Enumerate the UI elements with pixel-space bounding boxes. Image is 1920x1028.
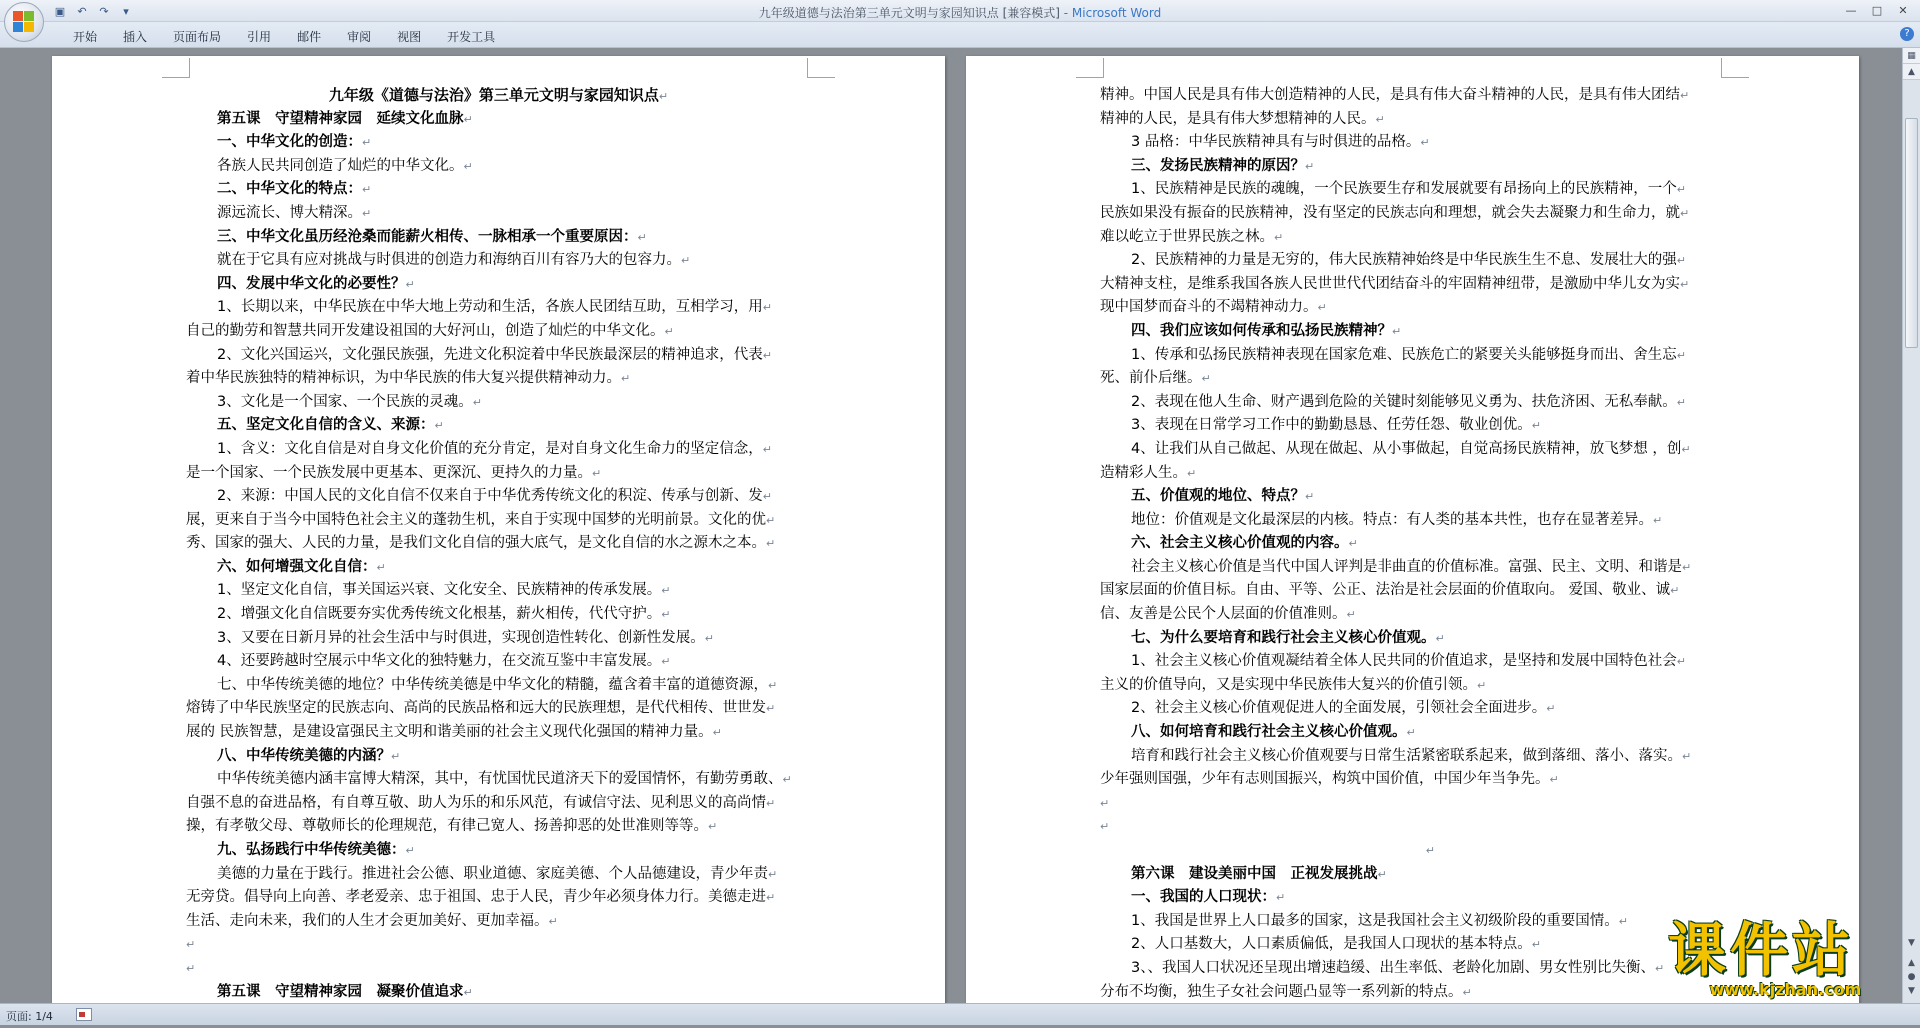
line-text: 地位：价值观是文化最深层的内核。特点：有人类的基本共性，也存在显著差异。 (1131, 511, 1653, 528)
line-text: 分布不均衡，独生子女社会问题凸显等一系列新的特点。 (1100, 983, 1463, 1000)
document-title-heading (186, 84, 811, 108)
empty-paragraph (186, 933, 811, 957)
line-text: 源远流长、博大精深。 (217, 204, 362, 221)
line-text: 造精彩人生。 (1100, 464, 1187, 481)
save-icon[interactable]: ▣ (54, 4, 66, 18)
paragraph-mark-icon: ↵ (762, 442, 772, 456)
paragraph-mark-icon: ↵ (1348, 537, 1358, 551)
paragraph-mark-icon: ↵ (1546, 702, 1556, 716)
paragraph-mark-icon: ↵ (1680, 89, 1690, 102)
paragraph-mark-icon: ↵ (391, 749, 401, 763)
empty-paragraph (1100, 839, 1725, 863)
watermark-title: 课件站 (1668, 916, 1855, 984)
tab-mailings[interactable]: 邮件 (297, 30, 322, 44)
page-1-text[interactable] (186, 84, 811, 1028)
line-text: 第六课 建设美丽中国 正视发展挑战 (1131, 865, 1378, 882)
line-text: 现中国梦而奋斗的不竭精神动力。 (1100, 299, 1318, 316)
ribbon-tabs (60, 28, 508, 45)
scrollbar-thumb[interactable] (1905, 118, 1918, 348)
section-heading (186, 108, 811, 132)
paragraph-line (1100, 84, 1725, 108)
paragraph-line (1100, 202, 1725, 226)
paragraph-mark-icon: ↵ (1653, 513, 1663, 527)
paragraph-line (1100, 579, 1725, 603)
kjzhan-watermark-logo (1668, 916, 1903, 1000)
tab-references[interactable]: 引用 (247, 30, 272, 44)
document-title: 九年级道德与法治第三单元文明与家园知识点 [兼容模式] (758, 6, 1060, 20)
paragraph-line (186, 344, 811, 368)
section-heading (1100, 721, 1725, 745)
paragraph-mark-icon: ↵ (463, 112, 473, 126)
line-text: 2、社会主义核心价值观促进人的全面发展，引领社会全面进步。 (1131, 700, 1547, 717)
line-text: 八、如何培育和践行社会主义核心价值观。 (1131, 724, 1407, 741)
paragraph-mark-icon: ↵ (1305, 159, 1315, 173)
line-text: 1、我国是世界上人口最多的国家，这是我国社会主义初级阶段的重要国情。 (1131, 912, 1619, 929)
empty-paragraph (186, 957, 811, 981)
tab-insert[interactable]: 插入 (123, 30, 148, 44)
office-logo-icon (13, 11, 35, 33)
paragraph-line (1100, 391, 1725, 415)
line-text: 3、、我国人口状况还呈现出增速趋缓、出生率低、老龄化加剧、男女性别比失衡、 (1131, 959, 1655, 976)
paragraph-mark-icon: ↵ (1682, 560, 1692, 574)
paragraph-mark-icon: ↵ (1682, 749, 1692, 763)
paragraph-mark-icon: ↵ (1676, 395, 1686, 409)
line-text: 展，更来自于当今中国特色社会主义的蓬勃生机，来自于实现中国梦的光明前景。文化的优 (186, 511, 766, 528)
line-text: 是一个国家、一个民族发展中更基本、更深沉、更持久的力量。 (186, 464, 592, 481)
paragraph-line (1100, 178, 1725, 202)
paragraph-line (1100, 509, 1725, 533)
line-text: 主义的价值导向，又是实现中华民族伟大复兴的价值引领。 (1100, 676, 1477, 693)
paragraph-mark-icon: ↵ (768, 867, 778, 881)
paragraph-line (1100, 249, 1725, 273)
page-count[interactable]: 页面: 1/4 (6, 1010, 53, 1023)
line-text: 2、文化兴国运兴，文化强民族强，先进文化积淀着中华民族最深层的精神追求，代表 (217, 346, 763, 363)
section-heading (1100, 155, 1725, 179)
crop-mark (1076, 58, 1104, 78)
line-text: 信、友善是公民个人层面的价值准则。 (1100, 606, 1347, 623)
paragraph-mark-icon: ↵ (661, 584, 671, 598)
paragraph-mark-icon: ↵ (1549, 773, 1559, 787)
paragraph-line (1100, 697, 1725, 721)
paragraph-line (1100, 650, 1725, 674)
line-text: 2、人口基数大，人口素质偏低，是我国人口现状的基本特点。 (1131, 936, 1532, 953)
paragraph-mark-icon: ↵ (1274, 230, 1284, 244)
line-text: 2、增强文化自信既要夯实优秀传统文化根基，薪火相传，代代守护。 (217, 606, 662, 623)
line-text: 培育和践行社会主义核心价值观要与日常生活紧密联系起来，做到落细、落小、落实。 (1131, 747, 1682, 764)
paragraph-mark-icon: ↵ (768, 678, 778, 692)
line-text: 展的 民族智慧，是建设富强民主文明和谐美丽的社会主义现代化强国的精神力量。 (186, 724, 713, 741)
paragraph-line (1100, 273, 1725, 297)
paragraph-line (1100, 414, 1725, 438)
paragraph-mark-icon: ↵ (1317, 301, 1327, 315)
line-text: 死、前仆后继。 (1100, 370, 1202, 387)
line-text: 八、中华传统美德的内涵？ (217, 747, 391, 764)
paragraph-line (186, 721, 811, 745)
paragraph-mark-icon: ↵ (766, 702, 776, 716)
paragraph-mark-icon: ↵ (1676, 348, 1686, 362)
line-text: 就在于它具有应对挑战与时俱进的创造力和海纳百川有容乃大的包容力。 (217, 252, 681, 269)
line-text: 自强不息的奋进品格，有自尊互敬、助人为乐的和乐风范，有诚信守法、见利思义的高尚情 (186, 794, 766, 811)
line-text: 七、中华传统美德的地位？中华传统美德是中华文化的精髓，蕴含着丰富的道德资源， (217, 676, 768, 693)
paragraph-mark-icon: ↵ (1670, 584, 1680, 598)
paragraph-line (186, 485, 811, 509)
paragraph-line (186, 296, 811, 320)
next-page-icon[interactable]: ▼ (1908, 986, 1915, 996)
paragraph-mark-icon: ↵ (1618, 914, 1628, 928)
paragraph-line (1100, 745, 1725, 769)
section-heading (186, 273, 811, 297)
line-text: 2、来源：中国人民的文化自信不仅来自于中华优秀传统文化的积淀、传承与创新、发 (217, 488, 763, 505)
paragraph-mark-icon: ↵ (782, 773, 792, 787)
paragraph-line (186, 603, 811, 627)
line-text: 六、如何增强文化自信： (217, 558, 377, 575)
paragraph-line (186, 768, 811, 792)
ribbon-tab-bar (0, 22, 1920, 48)
section-heading (1100, 485, 1725, 509)
close-icon[interactable]: ✕ (1898, 3, 1908, 17)
paragraph-mark-icon: ↵ (405, 844, 415, 857)
paragraph-line (186, 367, 811, 391)
line-text: 自己的勤劳和智慧共同开发建设祖国的大好河山，创造了灿烂的中华文化。 (186, 322, 665, 339)
page-2-text[interactable] (1100, 84, 1725, 1028)
line-text: 3、又要在日新月异的社会生活中与时俱进，实现创造性转化、创新性发展。 (217, 629, 705, 646)
crop-mark (1721, 58, 1749, 78)
title-bar (0, 0, 1920, 22)
line-text: 大精神支柱，是维系我国各族人民世世代代团结奋斗的牢固精神纽带，是激励中华儿女为实 (1100, 275, 1680, 292)
empty-paragraph (1100, 792, 1725, 816)
office-button[interactable] (4, 2, 44, 42)
line-text: 社会主义核心价值是当代中国人评判是非曲直的价值标准。富强、民主、文明、和谐是 (1131, 558, 1682, 575)
line-text: 少年强则国强，少年有志则国振兴，构筑中国价值，中国少年当争先。 (1100, 771, 1550, 788)
paragraph-mark-icon: ↵ (1676, 183, 1686, 197)
line-text: 第五课 守望精神家园 凝聚价值追求 (217, 983, 464, 1000)
line-text: 一、我国的人口现状： (1131, 889, 1276, 906)
line-text: 无旁贷。倡导向上向善、孝老爱亲、忠于祖国、忠于人民，青少年必须身体力行。美德走进 (186, 889, 766, 906)
paragraph-mark-icon: ↵ (1377, 867, 1387, 881)
paragraph-mark-icon: ↵ (1462, 985, 1472, 999)
line-text: 3、文化是一个国家、一个民族的灵魂。 (217, 393, 473, 410)
line-text: 一、中华文化的创造： (217, 134, 362, 151)
crop-mark (807, 58, 835, 78)
line-text: 3 品格：中华民族精神具有与时俱进的品格。 (1131, 134, 1421, 151)
paragraph-mark-icon: ↵ (1100, 820, 1110, 834)
previous-page-icon[interactable]: ▲ (1908, 958, 1915, 968)
line-text: 三、中华文化虽历经沧桑而能薪火相传、一脉相承一个重要原因： (217, 228, 638, 245)
paragraph-line (186, 815, 811, 839)
paragraph-line (186, 438, 811, 462)
paragraph-line (1100, 603, 1725, 627)
paragraph-line (1100, 910, 1725, 934)
paragraph-line (186, 202, 811, 226)
section-heading (1100, 320, 1725, 344)
paragraph-line (1100, 981, 1725, 1005)
paragraph-line (186, 462, 811, 486)
paragraph-line (186, 509, 811, 533)
proofing-status-icon[interactable] (76, 1008, 92, 1021)
paragraph-mark-icon: ↵ (704, 631, 714, 645)
window-controls (1838, 1, 1916, 19)
line-text: 2、民族精神的力量是无穷的，伟大民族精神始终是中华民族生生不息、发展壮大的强 (1131, 252, 1677, 269)
scroll-down-icon[interactable]: ▼ (1908, 938, 1915, 948)
paragraph-mark-icon: ↵ (472, 395, 482, 409)
paragraph-mark-icon: ↵ (1420, 136, 1430, 150)
paragraph-mark-icon: ↵ (463, 985, 473, 999)
paragraph-mark-icon: ↵ (762, 301, 772, 315)
document-page-2 (966, 56, 1859, 1016)
section-heading (186, 839, 811, 863)
line-text: 各族人民共同创造了灿烂的中华文化。 (217, 157, 464, 174)
paragraph-line (1100, 108, 1725, 132)
paragraph-mark-icon: ↵ (434, 419, 444, 433)
line-text: 三、发扬民族精神的原因？ (1131, 157, 1305, 174)
app-name: - Microsoft Word (1059, 6, 1162, 20)
paragraph-mark-icon: ↵ (548, 914, 558, 928)
paragraph-line (186, 627, 811, 651)
undo-icon[interactable]: ↶ (77, 4, 87, 18)
line-text: 1、社会主义核心价值观凝结着全体人民共同的价值追求，是坚持和发展中国特色社会 (1131, 653, 1677, 670)
crop-mark (162, 58, 190, 78)
paragraph-mark-icon: ↵ (658, 90, 669, 103)
paragraph-line (1100, 367, 1725, 391)
paragraph-line (186, 697, 811, 721)
paragraph-mark-icon: ↵ (1406, 726, 1416, 740)
line-text: 3、表现在日常学习工作中的勤勤恳恳、任劳任怨、敬业创优。 (1131, 417, 1532, 434)
minimize-icon[interactable]: — (1845, 3, 1857, 17)
line-text: 熔铸了中华民族坚定的民族志向、高尚的民族品格和远大的民族理想，是代代相传、世世发 (186, 700, 766, 717)
paragraph-mark-icon: ↵ (1305, 490, 1315, 504)
paragraph-line (1100, 556, 1725, 580)
paragraph-mark-icon: ↵ (766, 796, 776, 810)
paragraph-line (186, 674, 811, 698)
paragraph-mark-icon: ↵ (1435, 631, 1445, 645)
paragraph-mark-icon: ↵ (1654, 961, 1665, 975)
section-heading (1100, 627, 1725, 651)
section-heading (1100, 886, 1725, 910)
paragraph-mark-icon: ↵ (1201, 372, 1211, 386)
line-text: 中华传统美德内涵丰富博大精深，其中，有忧国忧民道济天下的爱国情怀，有勤劳勇敢、 (217, 771, 783, 788)
paragraph-mark-icon: ↵ (1680, 206, 1690, 220)
paragraph-line (1100, 438, 1725, 462)
paragraph-mark-icon: ↵ (762, 348, 772, 362)
paragraph-mark-icon: ↵ (1680, 277, 1690, 291)
paragraph-mark-icon: ↵ (463, 159, 473, 173)
line-text: 四、发展中华文化的必要性？ (217, 275, 406, 292)
line-text: 精神。中国人民是具有伟大创造精神的人民，是具有伟大奋斗精神的人民，是具有伟大团结 (1100, 87, 1680, 103)
paragraph-mark-icon: ↵ (664, 324, 674, 338)
paragraph-line (186, 155, 811, 179)
paragraph-mark-icon: ↵ (1392, 324, 1402, 338)
paragraph-mark-icon: ↵ (661, 608, 671, 622)
paragraph-line (186, 320, 811, 344)
paragraph-line (186, 650, 811, 674)
line-text: 4、让我们从自己做起、从现在做起、从小事做起，自觉高扬民族精神，放飞梦想 ，创 (1131, 440, 1682, 457)
paragraph-line (186, 863, 811, 887)
paragraph-mark-icon: ↵ (1276, 891, 1286, 905)
paragraph-mark-icon: ↵ (1425, 844, 1435, 857)
section-heading (1100, 532, 1725, 556)
line-text: 1、民族精神是民族的魂魄，一个民族要生存和发展就要有昂扬向上的民族精神，一个 (1131, 181, 1677, 198)
section-heading (186, 556, 811, 580)
vertical-scrollbar[interactable] (1902, 48, 1920, 1003)
paragraph-line (186, 532, 811, 556)
paragraph-line (1100, 462, 1725, 486)
section-heading (186, 226, 811, 250)
paragraph-line (1100, 933, 1725, 957)
ruler-toggle-icon[interactable]: ▦ (1903, 48, 1920, 64)
line-text: 着中华民族独特的精神标识，为中华民族的伟大复兴提供精神动力。 (186, 370, 621, 387)
section-heading (186, 981, 811, 1005)
paragraph-line (186, 792, 811, 816)
paragraph-mark-icon: ↵ (362, 136, 372, 150)
tab-review[interactable]: 审阅 (347, 30, 372, 44)
paragraph-line (186, 910, 811, 934)
paragraph-mark-icon: ↵ (1187, 466, 1197, 480)
paragraph-line (1100, 296, 1725, 320)
paragraph-line (1100, 957, 1725, 981)
select-browse-object-icon[interactable]: ● (1907, 972, 1916, 982)
line-text: 二、中华文化的特点： (217, 181, 362, 198)
section-heading (186, 414, 811, 438)
paragraph-mark-icon: ↵ (766, 537, 776, 551)
paragraph-mark-icon: ↵ (712, 726, 722, 740)
status-bar (0, 1003, 1920, 1025)
section-heading (186, 745, 811, 769)
paragraph-mark-icon: ↵ (1477, 678, 1487, 692)
line-text: 五、价值观的地位、特点？ (1131, 488, 1305, 505)
paragraph-mark-icon: ↵ (362, 183, 372, 197)
paragraph-mark-icon: ↵ (766, 513, 776, 527)
paragraph-mark-icon: ↵ (592, 466, 602, 480)
line-text: 九、弘扬践行中华传统美德： (217, 842, 406, 858)
section-heading (186, 131, 811, 155)
paragraph-mark-icon: ↵ (1346, 608, 1356, 622)
maximize-icon[interactable]: □ (1871, 3, 1883, 17)
paragraph-line (186, 391, 811, 415)
paragraph-mark-icon: ↵ (1375, 112, 1385, 126)
section-heading (186, 178, 811, 202)
paragraph-line (186, 886, 811, 910)
tab-page-layout[interactable]: 页面布局 (173, 30, 222, 44)
line-text: 难以屹立于世界民族之林。 (1100, 228, 1274, 245)
paragraph-mark-icon: ↵ (1676, 254, 1686, 268)
line-text: 1、含义：文化自信是对自身文化价值的充分肯定，是对自身文化生命力的坚定信念， (217, 440, 763, 457)
line-text: 国家层面的价值目标。自由、平等、公正、法治是社会层面的价值取向。 爱国、敬业、诚 (1100, 582, 1671, 599)
tab-home[interactable]: 开始 (73, 30, 98, 44)
window-title (0, 4, 1920, 21)
line-text: 2、表现在他人生命、财产遇到危险的关键时刻能够见义勇为、扶危济困、无私奉献。 (1131, 393, 1677, 410)
watermark-url: www.kjzhan.com (1709, 980, 1862, 999)
paragraph-line (1100, 768, 1725, 792)
tab-view[interactable]: 视图 (397, 30, 422, 44)
line-text: 民族如果没有振奋的民族精神，没有坚定的民族志向和理想，就会失去凝聚力和生命力，就 (1100, 204, 1680, 221)
paragraph-mark-icon: ↵ (362, 206, 372, 220)
line-text: 生活、走向未来，我们的人生才会更加美好、更加幸福。 (186, 912, 549, 929)
line-text: 第五课 守望精神家园 延续文化血脉 (217, 110, 464, 127)
paragraph-line (1100, 131, 1725, 155)
paragraph-mark-icon: ↵ (762, 490, 772, 504)
paragraph-mark-icon: ↵ (661, 655, 671, 669)
paragraph-mark-icon: ↵ (376, 560, 386, 574)
paragraph-mark-icon: ↵ (186, 961, 196, 975)
line-text: 美德的力量在于践行。推进社会公德、职业道德、家庭美德、个人品德建设，青少年责 (217, 865, 768, 882)
document-page-1 (52, 56, 945, 1016)
line-text: 4、还要跨越时空展示中华文化的独特魅力，在交流互鉴中丰富发展。 (217, 653, 662, 670)
paragraph-mark-icon: ↵ (1676, 655, 1686, 669)
tab-developer[interactable]: 开发工具 (447, 30, 496, 44)
line-text: 七、为什么要培育和践行社会主义核心价值观。 (1131, 629, 1436, 646)
paragraph-mark-icon: ↵ (766, 891, 776, 905)
document-area (0, 48, 1902, 1003)
line-text: 精神的人民，是具有伟大梦想精神的人民。 (1100, 110, 1376, 127)
line-text: 1、坚定文化自信，事关国运兴衰、文化安全、民族精神的传承发展。 (217, 582, 662, 599)
paragraph-mark-icon: ↵ (1100, 796, 1110, 810)
paragraph-mark-icon: ↵ (1531, 419, 1541, 433)
paragraph-mark-icon: ↵ (637, 230, 647, 244)
paragraph-mark-icon: ↵ (708, 820, 718, 834)
paragraph-mark-icon: ↵ (681, 254, 691, 268)
line-text: 九年级《道德与法治》第三单元文明与家园知识点 (328, 86, 659, 104)
line-text: 六、社会主义核心价值观的内容。 (1131, 535, 1349, 552)
paragraph-mark-icon: ↵ (621, 372, 631, 386)
scroll-up-icon[interactable]: ▲ (1903, 64, 1920, 80)
line-text: 1、传承和弘扬民族精神表现在国家危难、民族危亡的紧要关头能够挺身而出、舍生忘 (1131, 346, 1677, 363)
empty-paragraph (1100, 815, 1725, 839)
line-text: 五、坚定文化自信的含义、来源： (217, 417, 435, 434)
customize-qat-chevron-icon[interactable]: ▾ (123, 4, 129, 18)
help-icon[interactable]: ? (1900, 27, 1914, 41)
redo-icon[interactable]: ↷ (99, 4, 109, 18)
paragraph-line (1100, 674, 1725, 698)
paragraph-mark-icon: ↵ (405, 277, 415, 291)
paragraph-mark-icon: ↵ (1681, 442, 1691, 456)
line-text: 操，有孝敬父母、尊敬师长的伦理规范，有律己宽人、扬善抑恶的处世准则等等。 (186, 818, 708, 835)
paragraph-line (186, 249, 811, 273)
line-text: 四、我们应该如何传承和弘扬民族精神？ (1131, 322, 1392, 339)
line-text: 1、长期以来，中华民族在中华大地上劳动和生活，各族人民团结互助，互相学习，用 (217, 299, 763, 316)
paragraph-mark-icon: ↵ (1531, 938, 1541, 952)
line-text: 秀、国家的强大、人民的力量，是我们文化自信的强大底气，是文化自信的水之源木之本。 (186, 535, 766, 552)
paragraph-mark-icon: ↵ (186, 938, 196, 952)
section-heading (1100, 863, 1725, 887)
paragraph-line (1100, 344, 1725, 368)
paragraph-line (1100, 226, 1725, 250)
paragraph-line (186, 579, 811, 603)
